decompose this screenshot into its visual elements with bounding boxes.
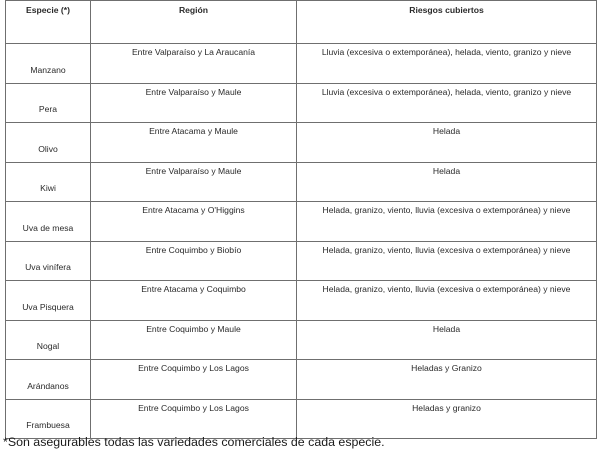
region-cell: Entre Valparaíso y Maule [91, 83, 297, 123]
region-cell: Entre Valparaíso y Maule [91, 162, 297, 202]
species-cell: Manzano [6, 44, 91, 84]
table-row [6, 320, 597, 360]
risks-cell: Helada [297, 123, 597, 163]
region-cell: Entre Atacama y Coquimbo [91, 281, 297, 321]
region-cell: Entre Atacama y Maule [91, 123, 297, 163]
table-row [6, 202, 597, 242]
species-cell: Frambuesa [6, 399, 91, 439]
region-cell: Entre Coquimbo y Biobío [91, 241, 297, 281]
risks-cell: Helada, granizo, viento, lluvia (excesiva o extemporánea) y nieve [297, 281, 597, 321]
species-cell: Uva vinífera [6, 241, 91, 281]
insurance-coverage-table [5, 0, 597, 439]
risks-cell: Helada [297, 162, 597, 202]
table-body [6, 44, 597, 439]
region-cell: Entre Coquimbo y Los Lagos [91, 399, 297, 439]
table-row [6, 399, 597, 439]
risks-cell: Helada, granizo, viento, lluvia (excesiva o extemporánea) y nieve [297, 241, 597, 281]
table-row [6, 44, 597, 84]
risks-cell: Heladas y Granizo [297, 360, 597, 400]
table-row [6, 83, 597, 123]
insurance-coverage-table-container [5, 0, 596, 439]
table-row [6, 281, 597, 321]
footnote: *Son asegurables todas las variedades comerciales de cada especie. [3, 435, 385, 449]
risks-cell: Lluvia (excesiva o extemporánea), helada, viento, granizo y nieve [297, 83, 597, 123]
header-risks: Riesgos cubiertos [297, 1, 597, 44]
header-region: Región [91, 1, 297, 44]
species-cell: Arándanos [6, 360, 91, 400]
risks-cell: Helada [297, 320, 597, 360]
species-cell: Pera [6, 83, 91, 123]
header-row [6, 1, 597, 44]
region-cell: Entre Atacama y O'Higgins [91, 202, 297, 242]
region-cell: Entre Coquimbo y Maule [91, 320, 297, 360]
table-row [6, 241, 597, 281]
species-cell: Uva de mesa [6, 202, 91, 242]
region-cell: Entre Coquimbo y Los Lagos [91, 360, 297, 400]
species-cell: Nogal [6, 320, 91, 360]
table-row [6, 162, 597, 202]
risks-cell: Helada, granizo, viento, lluvia (excesiva o extemporánea) y nieve [297, 202, 597, 242]
risks-cell: Lluvia (excesiva o extemporánea), helada, viento, granizo y nieve [297, 44, 597, 84]
risks-cell: Heladas y granizo [297, 399, 597, 439]
table-header [6, 1, 597, 44]
header-species: Especie (*) [6, 1, 91, 44]
table-row [6, 123, 597, 163]
species-cell: Kiwi [6, 162, 91, 202]
table-row [6, 360, 597, 400]
species-cell: Olivo [6, 123, 91, 163]
species-cell: Uva Pisquera [6, 281, 91, 321]
region-cell: Entre Valparaíso y La Araucanía [91, 44, 297, 84]
